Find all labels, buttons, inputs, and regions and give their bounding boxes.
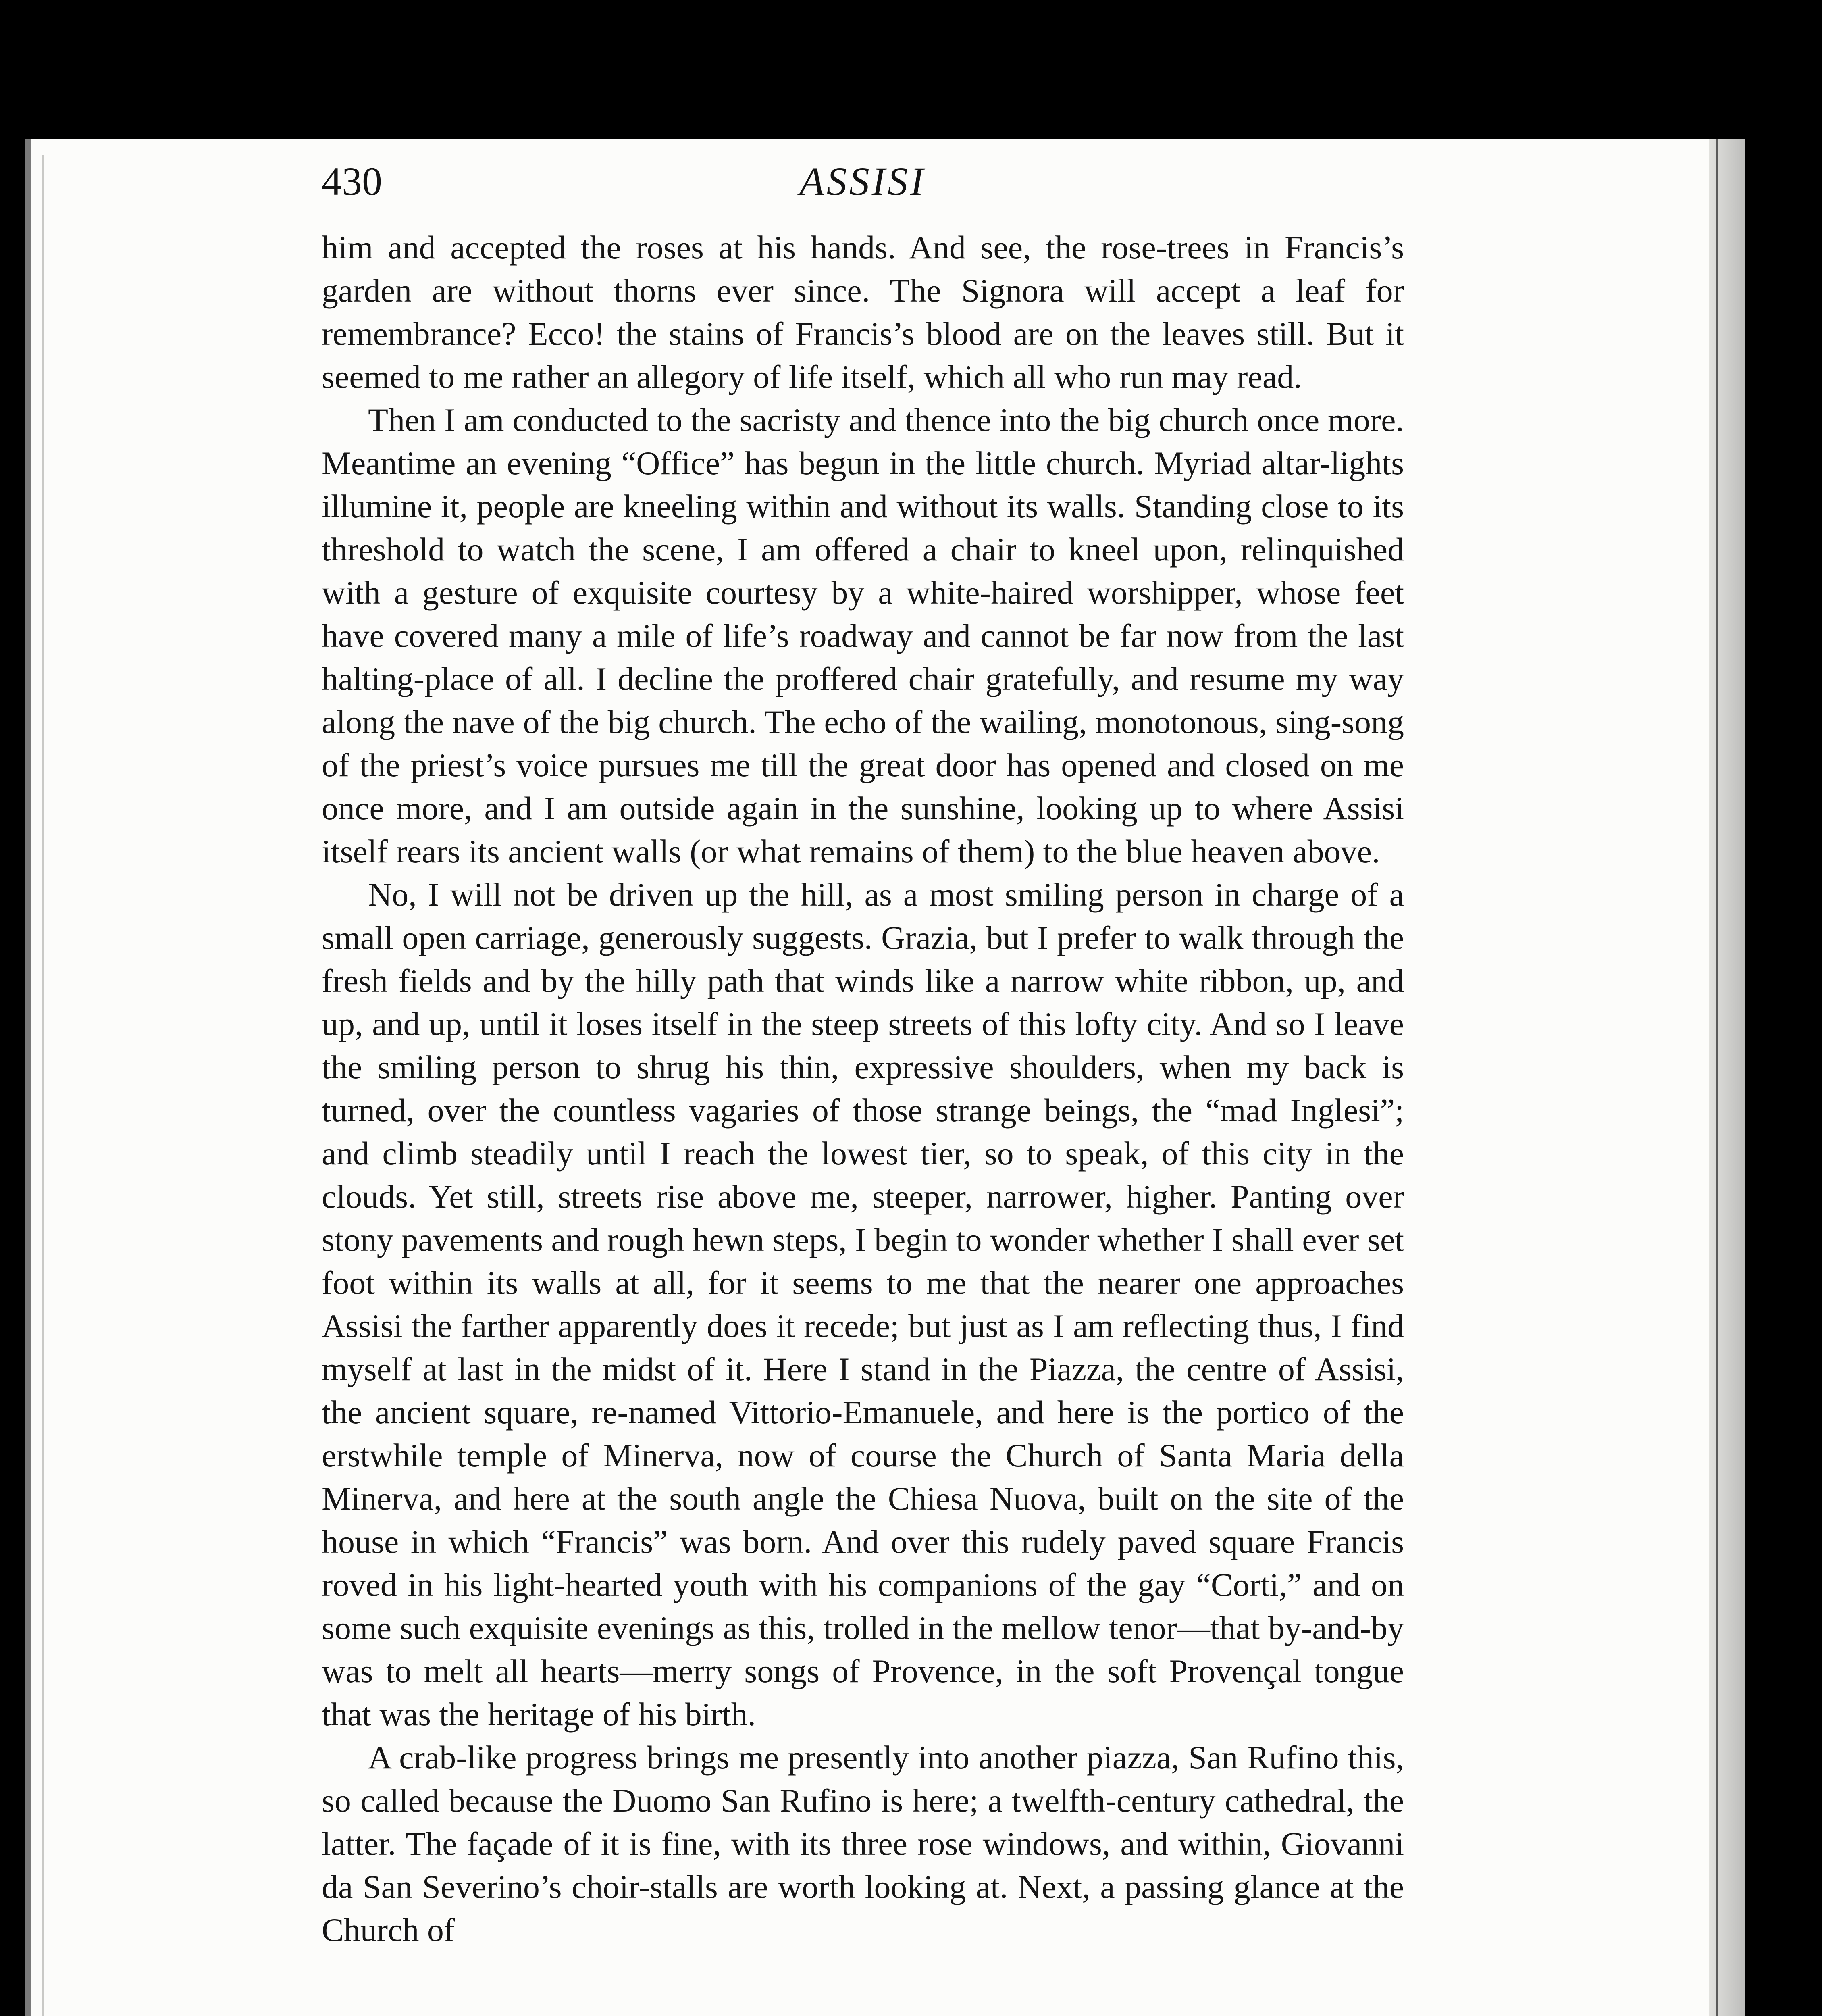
page-gutter-line [42, 155, 44, 2016]
running-title: ASSISI [799, 159, 926, 204]
paragraph-3: No, I will not be driven up the hill, as a most smiling person in charge of a small open carriage, generously suggests. Grazia, but I prefer to walk through the fresh fields and by the hilly path that winds like a narrow white ribbon, up, and up, and up, until it loses itself in the steep streets of this lofty city. And so I leave the smiling person to shrug his thin, expressive shoulders, when my back is turned, over the countless vagaries of those strange beings, the “mad Inglesi”; and climb steadily until I reach the lowest tier, so to speak, of this city in the clouds. Yet still, streets rise above me, steeper, narrower, higher. Panting over stony pavements and rough hewn steps, I begin to wonder whether I shall ever set foot within its walls at all, for it seems to me that the nearer one approaches Assisi the farther apparently does it recede; but just as I am reflecting thus, I find myself at last in the midst of it. Here I stand in the Piazza, the centre of Assisi, the ancient square, re-named Vittorio-Emanuele, and here is the portico of the erstwhile temple of Minerva, now of course the Church of Santa Maria della Minerva, and here at the south angle the Chiesa Nuova, built on the site of the house in which “Francis” was born. And over this rudely paved square Francis roved in his light-hearted youth with his companions of the gay “Corti,” and on some such exquisite evenings as this, trolled in the mellow tenor—that by-and-by was to melt all hearts—merry songs of Provence, in the soft Provençal tongue that was the heritage of his birth. [322, 876, 1404, 1733]
text-body [322, 226, 1404, 1951]
paragraph-4: A crab-like progress brings me presently into another piazza, San Rufino this, so called because the Duomo San Rufino is here; a twelfth-century cathedral, the latter. The façade of it is fine, with its three rose windows, and within, Giovanni da San Severino’s choir-stalls are worth looking at. Next, a passing glance at the Church of [322, 1739, 1404, 1948]
page-number: 430 [322, 159, 382, 204]
page-right-edge [1709, 139, 1745, 2016]
paragraph-2: Then I am conducted to the sacristy and thence into the big church once more. Meantime an evening “Office” has begun in the little church. Myriad altar-lights illumine it, people are kneeling within and without its walls. Standing close to its threshold to watch the scene, I am offered a chair to kneel upon, relinquished with a gesture of exquisite courtesy by a white-haired worshipper, whose feet have covered many a mile of life’s roadway and cannot be far now from the last halting-place of all. I decline the proffered chair gratefully, and resume my way along the nave of the big church. The echo of the wailing, monotonous, sing-song of the priest’s voice pursues me till the great door has opened and closed on me once more, and I am outside again in the sunshine, looking up to where Assisi itself rears its ancient walls (or what remains of them) to the blue heaven above. [322, 402, 1404, 870]
paragraph-1: him and accepted the roses at his hands. And see, the rose-trees in Francis’s garden are without thorns ever since. The Signora will accept a leaf for remembrance? Ecco! the stains of Francis’s blood are on the leaves still. But it seemed to me rather an allegory of life itself, which all who run may read. [322, 229, 1404, 395]
